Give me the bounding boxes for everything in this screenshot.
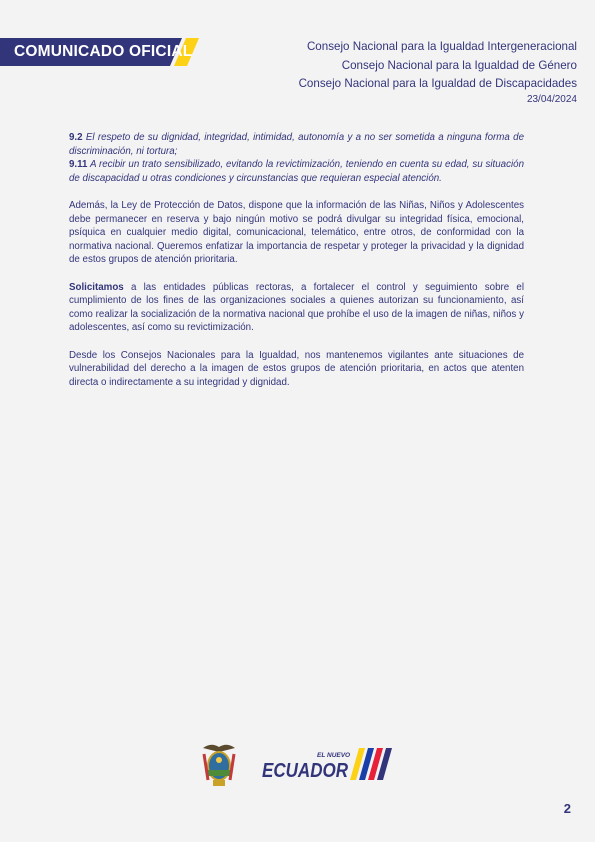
logo-small-text: EL NUEVO [317, 752, 351, 759]
legal-items [69, 131, 524, 185]
item-9-2-text: El respeto de su dignidad, integridad, intimidad, autonomía y a no ser sometida a ninguna forma de discriminación, ni tortura; [69, 132, 524, 157]
footer-logos [199, 740, 399, 790]
statement-date: 23/04/2024 [526, 93, 577, 105]
item-9-11-text: A recibir un trato sensibilizado, evitando la revictimización, teniendo en cuenta su edad, su situación de discapacidad u otras condiciones y circunstancias que requieran especial atención. [69, 159, 524, 184]
council-gender: Consejo Nacional para la Igualdad de Género [341, 58, 577, 72]
logo-main-text: ECUADOR [262, 760, 349, 782]
issuing-councils [299, 38, 577, 106]
council-intergenerational: Consejo Nacional para la Igualdad Intergeneracional [306, 40, 577, 53]
el-nuevo-ecuador-logo [262, 748, 392, 782]
paragraph-closing: Desde los Consejos Nacionales para la Igualdad, nos mantenemos vigilantes ante situaciones de vulnerabilidad del derecho a la imagen de estos grupos de atención prioritaria, en actos que atenten directa o indirectamente a su integridad y dignidad. [69, 349, 524, 388]
request-lead-word: Solicitamos [69, 281, 124, 293]
paragraph-data-protection: Además, la Ley de Protección de Datos, dispone que la información de las Niñas, Niños y Adolescentes debe permanecer en reserva y bajo ningún motivo se podrá divulgar su integridad física, emocional, psíquica en cualquier medio digital, comunicacional, telemático, entre otros, de conformidad con la normativa nacional. Queremos enfatizar la importancia de respetar y proteger la privacidad y la dignidad de estos grupos de atención prioritaria. [69, 199, 524, 266]
banner-title: COMUNICADO OFICIAL [14, 43, 193, 60]
item-9-2 [69, 132, 524, 157]
item-9-11 [69, 159, 524, 184]
coat-of-arms-icon [203, 745, 235, 786]
page-number: 2 [563, 801, 571, 816]
paragraph-request [69, 281, 524, 335]
item-9-11-number: 9.11 [69, 159, 88, 171]
request-text: a las entidades públicas rectoras, a fortalecer el control y seguimiento sobre el cumplimiento de los fines de las organizaciones sociales a quienes autorizan su funcionamiento, así como realizar la socialización de la normativa nacional que prohíbe el uso de la imagen de niñas, niños y adolescentes, así como su revictimización. [69, 281, 524, 334]
statement-body [69, 131, 524, 403]
item-9-2-number: 9.2 [69, 132, 83, 143]
official-statement-banner [0, 38, 200, 66]
logos-graphic [199, 740, 399, 790]
council-disabilities: Consejo Nacional para la Igualdad de Discapacidades [298, 77, 577, 90]
